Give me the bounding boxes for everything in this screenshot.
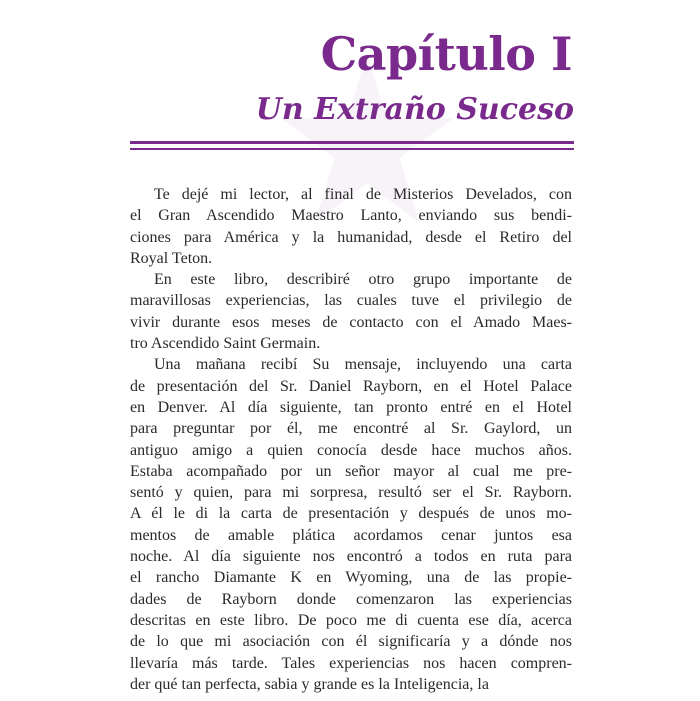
chapter-body	[130, 184, 572, 695]
text-line: el rancho Diamante K en Wyoming, una de las propie-	[130, 569, 572, 587]
paragraph	[130, 184, 572, 269]
text-line: sentó y quien, para mi sorpresa, resultó ser el Sr. Rayborn.	[130, 484, 572, 502]
paragraph	[130, 269, 572, 354]
chapter-subtitle: Un Extraño Suceso	[255, 92, 574, 127]
text-line: maravillosas experiencias, las cuales tuve el privilegio de	[130, 292, 572, 310]
text-line: descritas en este libro. De poco me di cuenta ese día, acerca	[130, 611, 572, 629]
text-line: noche. Al día siguiente nos encontró a todos en ruta para	[130, 548, 572, 566]
text-line: der qué tan perfecta, sabia y grande es la Inteligencia, la	[130, 675, 489, 693]
text-line: ciones para América y la humanidad, desde el Retiro del	[130, 228, 572, 246]
text-line: Te dejé mi lector, al final de Misterios Develados, con	[154, 186, 572, 203]
text-line: de presentación del Sr. Daniel Rayborn, en el Hotel Palace	[130, 377, 572, 395]
text-line: mentos de amable plática acordamos cenar juntos esa	[130, 526, 572, 544]
text-line: vivir durante esos meses de contacto con el Amado Maes-	[130, 313, 572, 331]
title-divider-top	[130, 141, 574, 144]
text-line: tro Ascendido Saint Germain.	[130, 335, 321, 353]
text-line: Royal Teton.	[130, 249, 213, 267]
text-line: llevaría más tarde. Tales experiencias nos hacen compren-	[130, 654, 572, 672]
text-line: dades de Rayborn donde comenzaron las experiencias	[130, 590, 572, 608]
text-line: de lo que mi asociación con él significaría y a dónde nos	[130, 633, 572, 651]
text-line: En este libro, describiré otro grupo importante de	[154, 271, 572, 289]
text-line: el Gran Ascendido Maestro Lanto, enviando sus bendi-	[130, 207, 572, 225]
text-line: antiguo amigo a quien conocía desde hace muchos años.	[130, 441, 572, 459]
paragraph	[130, 354, 572, 695]
text-line: en Denver. Al día siguiente, tan pronto entré en el Hotel	[130, 398, 572, 416]
text-line: para preguntar por él, me encontré al Sr. Gaylord, un	[130, 420, 572, 438]
title-divider-bottom	[130, 148, 574, 150]
text-line: A él le di la carta de presentación y después de unos mo-	[130, 505, 572, 523]
text-line: Estaba acompañado por un señor mayor al cual me pre-	[130, 462, 572, 480]
text-line: Una mañana recibí Su mensaje, incluyendo una carta	[154, 356, 572, 374]
chapter-title: Capítulo I	[320, 27, 572, 81]
